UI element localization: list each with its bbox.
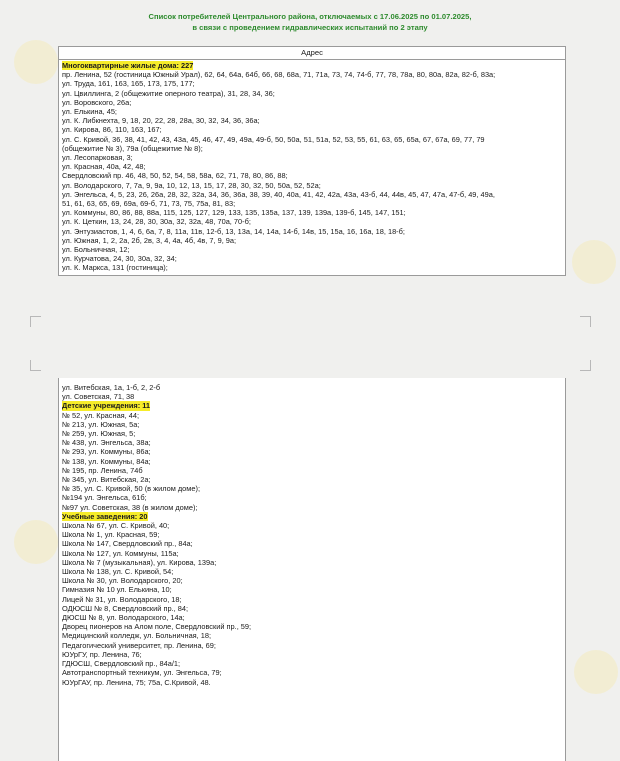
address-line: № 138, ул. Коммуны, 84а; [62, 456, 151, 466]
address-line: ЮУрГАУ, пр. Ленина, 75; 75а, С.Кривой, 48. [62, 677, 211, 687]
address-line: ул. С. Кривой, 36, 38, 41, 42, 43, 43а, 45, 46, 47, 49, 49а, 49-б, 50, 50а, 51, 51а, 52, 53, 55, 61, 63, 65, 65а, 67, 67а, 69, 77, 79 [62, 134, 485, 144]
table-header-address: Адрес [59, 47, 565, 60]
address-line: Школа № 67, ул. С. Кривой, 40; [62, 521, 170, 531]
address-line: Лицей № 31, ул. Володарского, 18; [62, 594, 182, 604]
title-line-2: в связи с проведением гидравлических испытаний по 2 этапу [192, 22, 428, 32]
address-line: № 52, ул. Красная, 44; [62, 410, 140, 420]
page-corner-mark [580, 360, 591, 371]
address-line: Школа № 7 (музыкальная), ул. Кирова, 139а; [62, 557, 217, 567]
address-line: ул. Кирова, 86, 110, 163, 167; [62, 125, 162, 135]
address-line: ул. Володарского, 7, 7а, 9, 9а, 10, 12, 13, 15, 17, 28, 30, 32, 50, 50а, 52, 52а; [62, 180, 321, 190]
address-line: Школа № 30, ул. Володарского, 20; [62, 576, 183, 586]
document-title [0, 12, 620, 33]
page-gap [0, 322, 620, 372]
address-line: Педагогический университет, пр. Ленина, 69; [62, 640, 216, 650]
education-list [62, 521, 562, 687]
address-line: Дворец пионеров на Алом поле, Свердловский пр., 59; [62, 622, 252, 632]
section-children-heading: Детские учреждения: 11 [62, 401, 151, 411]
address-line: ул. К. Либкнехта, 9, 18, 20, 22, 28, 28а, 30, 32, 34, 36, 36а; [62, 116, 260, 126]
address-line: ул. Курчатова, 24, 30, 30а, 32, 34; [62, 254, 177, 264]
address-line: ул. Энгельса, 4, 5, 23, 26, 26а, 28, 32, 32а, 34, 36, 36а, 38, 39, 40, 40а, 41, 42, 42а, 43а, 43-б, 44, 44в, 45, 47, 47а, 47-б, 49, 49а, [62, 189, 495, 199]
address-line: ул. Елькина, 45; [62, 107, 117, 117]
address-cell-page-2 [59, 378, 565, 689]
address-line: ул. Больничная, 12; [62, 245, 130, 255]
address-line: Школа № 138, ул. С. Кривой, 54; [62, 567, 174, 577]
address-line: Школа № 1, ул. Красная, 59; [62, 530, 160, 540]
address-line: ул. Советская, 71, 38 [62, 392, 135, 402]
address-line: №194 ул. Энгельса, 61б; [62, 493, 147, 503]
address-line: 51, 61, 63, 65, 69, 69а, 69-б, 71, 73, 75, 75а, 81, 83; [62, 199, 236, 209]
address-line: ул. Коммуны, 80, 86, 88, 88а, 115, 125, 127, 129, 133, 135, 135а, 137, 139, 139а, 139-б, 145, 147, 151; [62, 208, 406, 218]
address-line: ЮУрГУ, пр. Ленина, 76; [62, 649, 142, 659]
address-line: Автотранспортный техникум, ул. Энгельса, 79; [62, 668, 222, 678]
address-line: ул. Труда, 161, 163, 165, 173, 175, 177; [62, 79, 195, 89]
address-line: № 259, ул. Южная, 5; [62, 429, 136, 439]
continued-list [62, 383, 562, 401]
address-line: №97 ул. Советская, 38 (в жилом доме); [62, 502, 198, 512]
residential-list [62, 70, 562, 272]
address-line: ул. Витебская, 1а, 1-б, 2, 2-б [62, 383, 161, 392]
section-residential-heading: Многоквартирные жилые дома: 227 [62, 61, 194, 70]
address-line: Свердловский пр. 46, 48, 50, 52, 54, 58, 58а, 62, 71, 78, 80, 86, 88; [62, 171, 288, 181]
page-corner-mark [30, 360, 41, 371]
address-line: Школа № 147, Свердловский пр., 84а; [62, 539, 193, 549]
address-line: № 35, ул. С. Кривой, 50 (в жилом доме); [62, 484, 200, 494]
address-line: ул. Энтузиастов, 1, 4, 6, 6а, 7, 8, 11а, 11в, 12-б, 13, 13а, 14, 14а, 14-б, 14в, 15, 15а, 16, 16а, 18, 18-б; [62, 226, 405, 236]
address-line: ул. Южная, 1, 2, 2а, 2б, 2в, 3, 4, 4а, 4б, 4в, 7, 9, 9а; [62, 235, 237, 245]
address-line: Школа № 127, ул. Коммуны, 115а; [62, 548, 179, 558]
address-cell-page-1 [59, 60, 565, 275]
address-table-page-1 [58, 46, 566, 276]
address-line: ул. К. Цеткин, 13, 24, 28, 30, 30а, 32, 32а, 48, 70а, 70-б; [62, 217, 251, 227]
title-line-1: Список потребителей Центрального района, отключаемых с 17.06.2025 по 01.07.2025, [148, 12, 472, 21]
address-line: Медицинский колледж, ул. Больничная, 18; [62, 631, 212, 641]
address-line: ул. Цвиллинга, 2 (общежитие оперного театра), 31, 28, 34, 36; [62, 88, 275, 98]
address-line: № 345, ул. Витебская, 2а; [62, 475, 151, 485]
children-list [62, 411, 562, 512]
address-line: ул. Лесопарковая, 3; [62, 153, 133, 163]
address-line: № 293, ул. Коммуны, 86а; [62, 447, 151, 457]
address-line: ГДЮСШ, Свердловский пр., 84а/1; [62, 659, 181, 669]
section-education-heading: Учебные заведения: 20 [62, 511, 148, 521]
page-corner-mark [30, 316, 41, 327]
page-corner-mark [580, 316, 591, 327]
address-line: ул. К. Маркса, 131 (гостиница); [62, 263, 168, 273]
address-line: № 213, ул. Южная, 5а; [62, 419, 140, 429]
address-line: ул. Красная, 40а, 42, 48; [62, 162, 146, 172]
address-table-page-2 [58, 378, 566, 761]
address-line: № 195, пр. Ленина, 74б [62, 465, 143, 475]
address-line: ул. Воровского, 26а; [62, 97, 132, 107]
address-line: ДЮСШ № 8, ул. Володарского, 14а; [62, 613, 185, 623]
address-line: (общежитие № 3), 79а (общежитие № 8); [62, 143, 203, 153]
address-line: № 438, ул. Энгельса, 38а; [62, 438, 151, 448]
address-line: ОДЮСШ № 8, Свердловский пр., 84; [62, 603, 189, 613]
address-line: Гимназия № 10 ул. Елькина, 10; [62, 585, 172, 595]
address-line: пр. Ленина, 52 (гостиница Южный Урал), 62, 64, 64а, 64б, 66, 68, 68а, 71, 71а, 73, 74, 74-б, 77, 78, 78а, 80, 80а, 82а, 82-б, 83а; [62, 70, 496, 80]
